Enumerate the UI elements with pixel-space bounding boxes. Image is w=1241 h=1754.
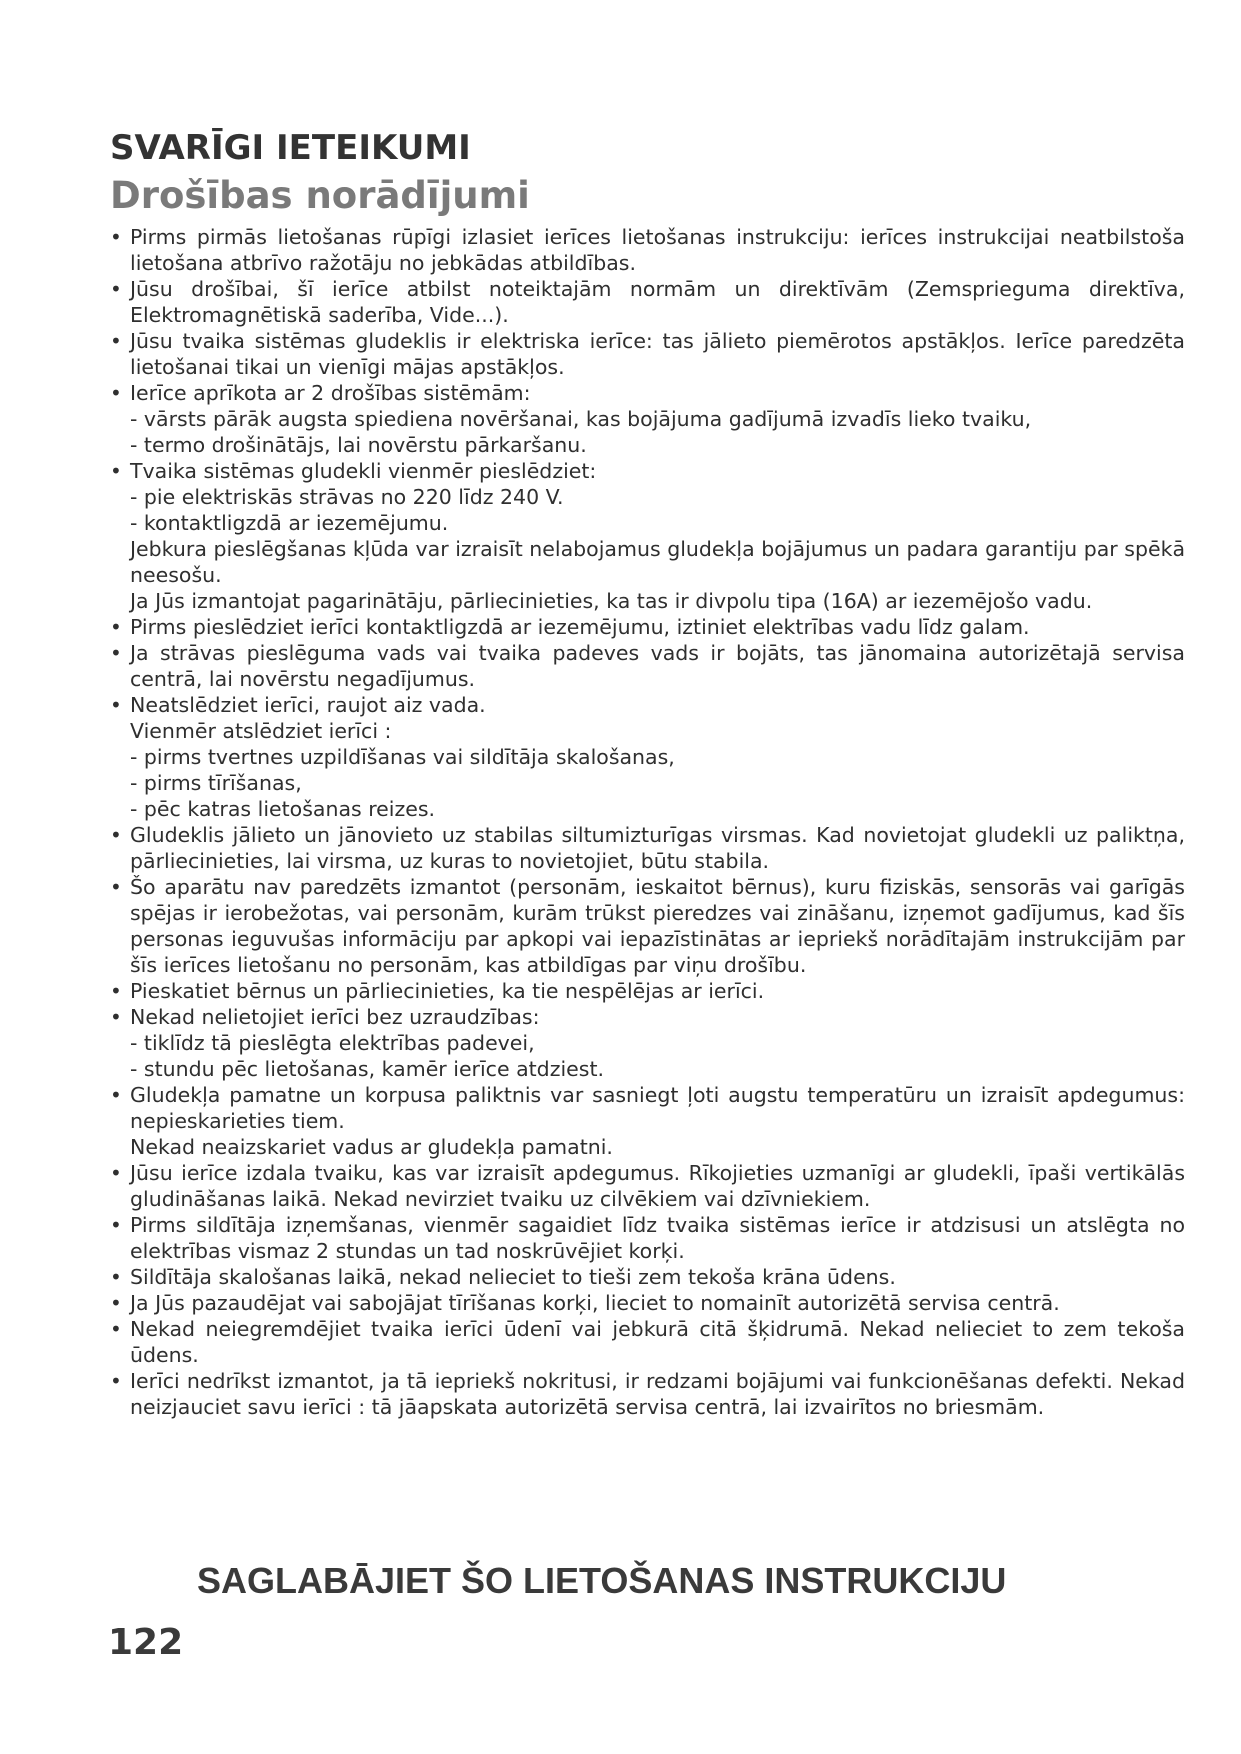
instruction-text: Ierīci nedrīkst izmantot, ja tā iepriekš nokritusi, ir redzami bojājumi vai funkcionēšanas defekti. Nekad neizjauciet savu ierīci : tā jāapskata autorizētā servisa centrā, lai izvairītos no briesmām. bbox=[130, 1369, 1185, 1419]
list-item bbox=[110, 1212, 1185, 1264]
instruction-text: Pieskatiet bērnus un pārliecinieties, ka tie nespēlējas ar ierīci. bbox=[130, 979, 765, 1003]
instruction-text: Nekad neaizskariet vadus ar gludekļa pamatni. bbox=[130, 1135, 613, 1159]
instruction-text: Gludekļa pamatne un korpusa paliktnis var sasniegt ļoti augstu temperatūru un izraisīt apdegumus: nepieskarieties tiem. bbox=[130, 1083, 1185, 1133]
bullet-icon: • bbox=[110, 1161, 122, 1185]
instruction-text: Nekad neiegremdējiet tvaika ierīci ūdenī vai jebkurā citā šķidrumā. Nekad nelieciet to zem tekoša ūdens. bbox=[130, 1317, 1185, 1367]
bullet-icon: • bbox=[110, 641, 122, 665]
instruction-text: Sildītāja skalošanas laikā, nekad nelieciet to tieši zem tekoša krāna ūdens. bbox=[130, 1265, 896, 1289]
list-item bbox=[110, 874, 1185, 978]
bullet-icon: • bbox=[110, 1213, 122, 1237]
instruction-text: - pēc katras lietošanas reizes. bbox=[130, 797, 436, 821]
instruction-text: Jebkura pieslēgšanas kļūda var izraisīt nelabojamus gludekļa bojājumus un padara garantiju par spēkā neesošu. bbox=[130, 537, 1185, 587]
instruction-text: Ja Jūs izmantojat pagarinātāju, pārliecinieties, ka tas ir divpolu tipa (16A) ar iezemējošo vadu. bbox=[130, 589, 1093, 613]
list-item bbox=[110, 640, 1185, 692]
instruction-text: Vienmēr atslēdziet ierīci : bbox=[130, 719, 392, 743]
instruction-text: Neatslēdziet ierīci, raujot aiz vada. bbox=[130, 693, 486, 717]
instruction-text: - termo drošinātājs, lai novērstu pārkaršanu. bbox=[130, 433, 587, 457]
list-item bbox=[110, 614, 1185, 640]
list-item bbox=[110, 1264, 1185, 1290]
list-item bbox=[110, 328, 1185, 380]
section-subtitle: Drošības norādījumi bbox=[110, 174, 530, 217]
instruction-text: Jūsu ierīce izdala tvaiku, kas var izraisīt apdegumus. Rīkojieties uzmanīgi ar gludekli, īpaši vertikālās gludināšanas laikā. Nekad nevirziet tvaiku uz cilvēkiem vai dzīvniekiem. bbox=[130, 1161, 1185, 1211]
list-item bbox=[110, 1316, 1185, 1368]
instruction-text: Šo aparātu nav paredzēts izmantot (personām, ieskaitot bērnus), kuru fiziskās, sensorās vai garīgās spējas ir ierobežotas, vai personām, kurām trūkst pieredzes vai zināšanu, izņemot gadījumus, kad šīs personas ieguvušas informāciju par apkopi vai iepazīstinātas ar iepriekš norādītajām instrukcijām par šīs ierīces lietošanu no personām, kas atbildīgas par viņu drošību. bbox=[130, 875, 1185, 977]
section-title: SVARĪGI IETEIKUMI bbox=[110, 128, 471, 168]
list-item bbox=[110, 1368, 1185, 1420]
bullet-icon: • bbox=[110, 459, 122, 483]
list-item bbox=[110, 1290, 1185, 1316]
bullet-icon: • bbox=[110, 1317, 122, 1341]
list-item bbox=[110, 458, 1185, 614]
bullet-icon: • bbox=[110, 875, 122, 899]
instruction-text: - vārsts pārāk augsta spiediena novēršanai, kas bojājuma gadījumā izvadīs lieko tvaiku, bbox=[130, 407, 1032, 431]
bullet-icon: • bbox=[110, 1291, 122, 1315]
instruction-text: Nekad nelietojiet ierīci bez uzraudzības: bbox=[130, 1005, 540, 1029]
instruction-text: - stundu pēc lietošanas, kamēr ierīce atdziest. bbox=[130, 1057, 604, 1081]
bullet-icon: • bbox=[110, 277, 122, 301]
bullet-icon: • bbox=[110, 823, 122, 847]
bullet-icon: • bbox=[110, 979, 122, 1003]
save-instructions-notice: SAGLABĀJIET ŠO LIETOŠANAS INSTRUKCIJU bbox=[197, 1560, 1007, 1601]
bullet-icon: • bbox=[110, 329, 122, 353]
instruction-text: Pirms pieslēdziet ierīci kontaktligzdā ar iezemējumu, iztiniet elektrības vadu līdz galam. bbox=[130, 615, 1030, 639]
list-item bbox=[110, 1004, 1185, 1082]
instruction-text: Pirms sildītāja izņemšanas, vienmēr sagaidiet līdz tvaika sistēmas ierīce ir atdzisusi un atslēgta no elektrības vismaz 2 stundas un tad noskrūvējiet korķi. bbox=[130, 1213, 1185, 1263]
bullet-icon: • bbox=[110, 1083, 122, 1107]
instruction-text: Jūsu tvaika sistēmas gludeklis ir elektriska ierīce: tas jālieto piemērotos apstākļos. Ierīce paredzēta lietošanai tikai un vienīgi mājas apstākļos. bbox=[130, 329, 1185, 379]
instruction-text: - kontaktligzdā ar iezemējumu. bbox=[130, 511, 449, 535]
safety-instructions bbox=[110, 224, 1185, 1420]
list-item bbox=[110, 224, 1185, 276]
page-number: 122 bbox=[108, 1622, 184, 1663]
bullet-icon: • bbox=[110, 693, 122, 717]
instruction-text: - pie elektriskās strāvas no 220 līdz 240 V. bbox=[130, 485, 564, 509]
instruction-text: Ierīce aprīkota ar 2 drošības sistēmām: bbox=[130, 381, 531, 405]
instruction-text: Gludeklis jālieto un jānovieto uz stabilas siltumizturīgas virsmas. Kad novietojat gludekli uz paliktņa, pārliecinieties, lai virsma, uz kuras to novietojiet, būtu stabila. bbox=[130, 823, 1185, 873]
bullet-icon: • bbox=[110, 1265, 122, 1289]
bullet-icon: • bbox=[110, 225, 122, 249]
instruction-text: Jūsu drošībai, šī ierīce atbilst noteiktajām normām un direktīvām (Zemsprieguma direktīva, Elektromagnētiskā saderība, Vide...). bbox=[130, 277, 1185, 327]
instruction-text: Pirms pirmās lietošanas rūpīgi izlasiet ierīces lietošanas instrukciju: ierīces instrukcijai neatbilstoša lietošana atbrīvo ražotāju no jebkādas atbildības. bbox=[130, 225, 1185, 275]
instruction-text: Tvaika sistēmas gludekli vienmēr pieslēdziet: bbox=[130, 459, 597, 483]
list-item bbox=[110, 276, 1185, 328]
list-item bbox=[110, 692, 1185, 822]
instruction-text: - pirms tīrīšanas, bbox=[130, 771, 302, 795]
instruction-text: - pirms tvertnes uzpildīšanas vai sildītāja skalošanas, bbox=[130, 745, 675, 769]
bullet-icon: • bbox=[110, 1369, 122, 1393]
list-item bbox=[110, 822, 1185, 874]
instruction-list bbox=[110, 224, 1185, 1420]
list-item bbox=[110, 1082, 1185, 1160]
bullet-icon: • bbox=[110, 615, 122, 639]
instruction-text: - tiklīdz tā pieslēgta elektrības padevei, bbox=[130, 1031, 535, 1055]
bullet-icon: • bbox=[110, 381, 122, 405]
list-item bbox=[110, 978, 1185, 1004]
instruction-text: Ja strāvas pieslēguma vads vai tvaika padeves vads ir bojāts, tas jānomaina autorizētajā servisa centrā, lai novērstu negadījumus. bbox=[130, 641, 1185, 691]
list-item bbox=[110, 380, 1185, 458]
bullet-icon: • bbox=[110, 1005, 122, 1029]
instruction-text: Ja Jūs pazaudējat vai sabojājat tīrīšanas korķi, lieciet to nomainīt autorizētā servisa centrā. bbox=[130, 1291, 1060, 1315]
list-item bbox=[110, 1160, 1185, 1212]
